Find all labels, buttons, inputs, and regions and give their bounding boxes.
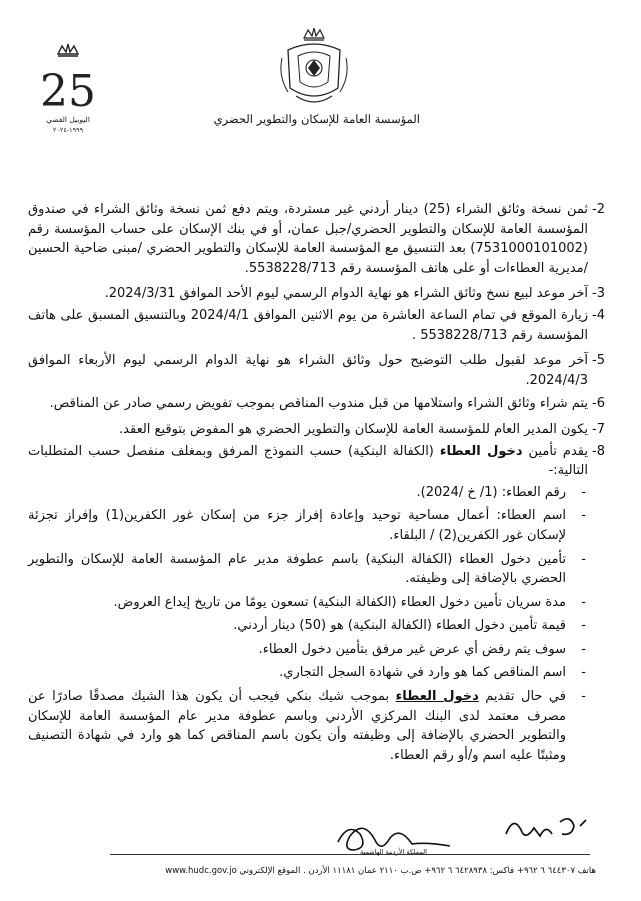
list-item xyxy=(28,442,605,481)
list-item xyxy=(28,351,605,390)
handwritten-initials xyxy=(500,806,592,846)
signature-divider xyxy=(110,854,590,855)
requirement-item: - اسم العطاء: أعمال مساحية توحيد وإعادة إفراز جزء من إسكان غور الكفرين(1) وإفراز تجزئة لإسكان غور الكفرين(2) / البلقاء. xyxy=(28,508,586,543)
requirement-item: - في حال تقديم دخول العطاء بموجب شيك بنكي فيجب أن يكون هذا الشيك مصدقًا صادرًا عن مصرف معتمد لدى البنك المركزي الأردني وباسم عطوفة مدير عام المؤسسة العامة للإسكان والتطوير الحضري بالإضافة إلى وظيفته وأن يكون باسم المناقص كما هو وارد في شهادة التصنيف ومثبتًا عليه اسم و/أو رقم العطاء. xyxy=(28,689,586,763)
item-number: -4 xyxy=(592,307,605,323)
footer-contact xyxy=(96,866,596,876)
requirement-item: - تأمين دخول العطاء (الكفالة البنكية) باسم عطوفة مدير عام المؤسسة العامة للإسكان والتطوير الحضري بالإضافة إلى وظيفته. xyxy=(28,551,586,587)
requirement-item: - اسم المناقص كما هو وارد في شهادة السجل التجاري. xyxy=(279,665,586,681)
item-text: آخر موعد لقبول طلب التوضيح حول وثائق الشراء هو نهاية الدوام الرسمي ليوم الأربعاء الموافق 2024/4/3. xyxy=(28,353,588,388)
organization-name: المؤسسة العامة للإسكان والتطوير الحضري xyxy=(213,112,420,126)
item-number: -7 xyxy=(592,421,605,437)
list-item xyxy=(28,200,605,278)
requirement-item: - سوف يتم رفض أي عرض غير مرفق بتأمين دخول العطاء. xyxy=(258,641,586,657)
royal-crest-icon xyxy=(278,28,350,108)
footer-country: المملكة الأردنية الهاشمية xyxy=(360,848,427,856)
silver-jubilee-logo xyxy=(40,40,96,136)
tender-conditions xyxy=(28,200,605,769)
requirement-item: - مدة سريان تأمين دخول العطاء (الكفالة البنكية) تسعون يومًا من تاريخ إيداع العروض. xyxy=(113,594,586,610)
contact-details: هاتف ٦٤٤٣٠٧ ٦ ٩٦٢+ فاكس: ٦٤٢٨٩٣٨ ٦ ٩٦٢+ ص.ب ٢١١٠ عمان ١١١٨١ الأردن . الموقع الإلكتروني xyxy=(239,866,596,876)
requirements-list xyxy=(28,483,588,766)
list-item xyxy=(28,306,605,345)
item-text: آخر موعد لبيع نسخ وثائق الشراء هو نهاية الدوام الرسمي ليوم الأحد الموافق 2024/3/31. xyxy=(104,286,588,302)
jubilee-caption: اليوبيل الفضي xyxy=(46,115,90,124)
requirement-item: - قيمة تأمين دخول العطاء (الكفالة البنكية) هو (50) دينار أردني. xyxy=(233,618,586,634)
item-number: -2 xyxy=(592,202,605,217)
jubilee-number: 25 xyxy=(40,66,96,117)
list-item xyxy=(28,284,605,304)
item-text: ثمن نسخة وثائق الشراء (25) دينار أردني غير مستردة، ويتم دفع ثمن نسخة وثائق الشراء في صندوق المؤسسة العامة للإسكان والتطوير الحضري/جبل عمان، أو في بنك الإسكان على حساب المؤسسة رقم (7531000101002) بعد التنسيق مع المؤسسة العامة للإسكان والتطوير الحضري /مبنى ضاحية الحسين /مديرية العطاءات أو على هاتف المؤسسة رقم 5538228/713. xyxy=(28,202,588,276)
requirement-item: - رقم العطاء: (1/ خ /2024). xyxy=(416,484,586,500)
item-text: يتم شراء وثائق الشراء واستلامها من قبل مندوب المناقص بموجب تفويض رسمي صادر عن المناقص. xyxy=(49,396,588,412)
item-number: -8 xyxy=(592,443,605,459)
item-number: -6 xyxy=(592,396,605,412)
item-text: يقدم تأمين دخول العطاء (الكفالة البنكية) حسب النموذج المرفق وبمغلف منفصل حسب المتطلبات التالية:- xyxy=(28,443,588,479)
website-link[interactable]: www.hudc.gov.jo xyxy=(165,866,237,876)
list-item xyxy=(28,420,605,440)
item-number: -3 xyxy=(592,286,605,302)
jubilee-years: ١٩٩٩-٢٠٢٤ xyxy=(52,126,84,134)
item-text: زيارة الموقع في تمام الساعة العاشرة من يوم الاثنين الموافق 2024/4/1 وبالتنسيق المسبق على هاتف المؤسسة رقم 5538228/713 . xyxy=(28,307,588,343)
list-item xyxy=(28,394,605,414)
item-number: -5 xyxy=(592,353,605,369)
item-text: يكون المدير العام للمؤسسة العامة للإسكان والتطوير الحضري هو المفوض بتوقيع العقد. xyxy=(119,421,588,437)
